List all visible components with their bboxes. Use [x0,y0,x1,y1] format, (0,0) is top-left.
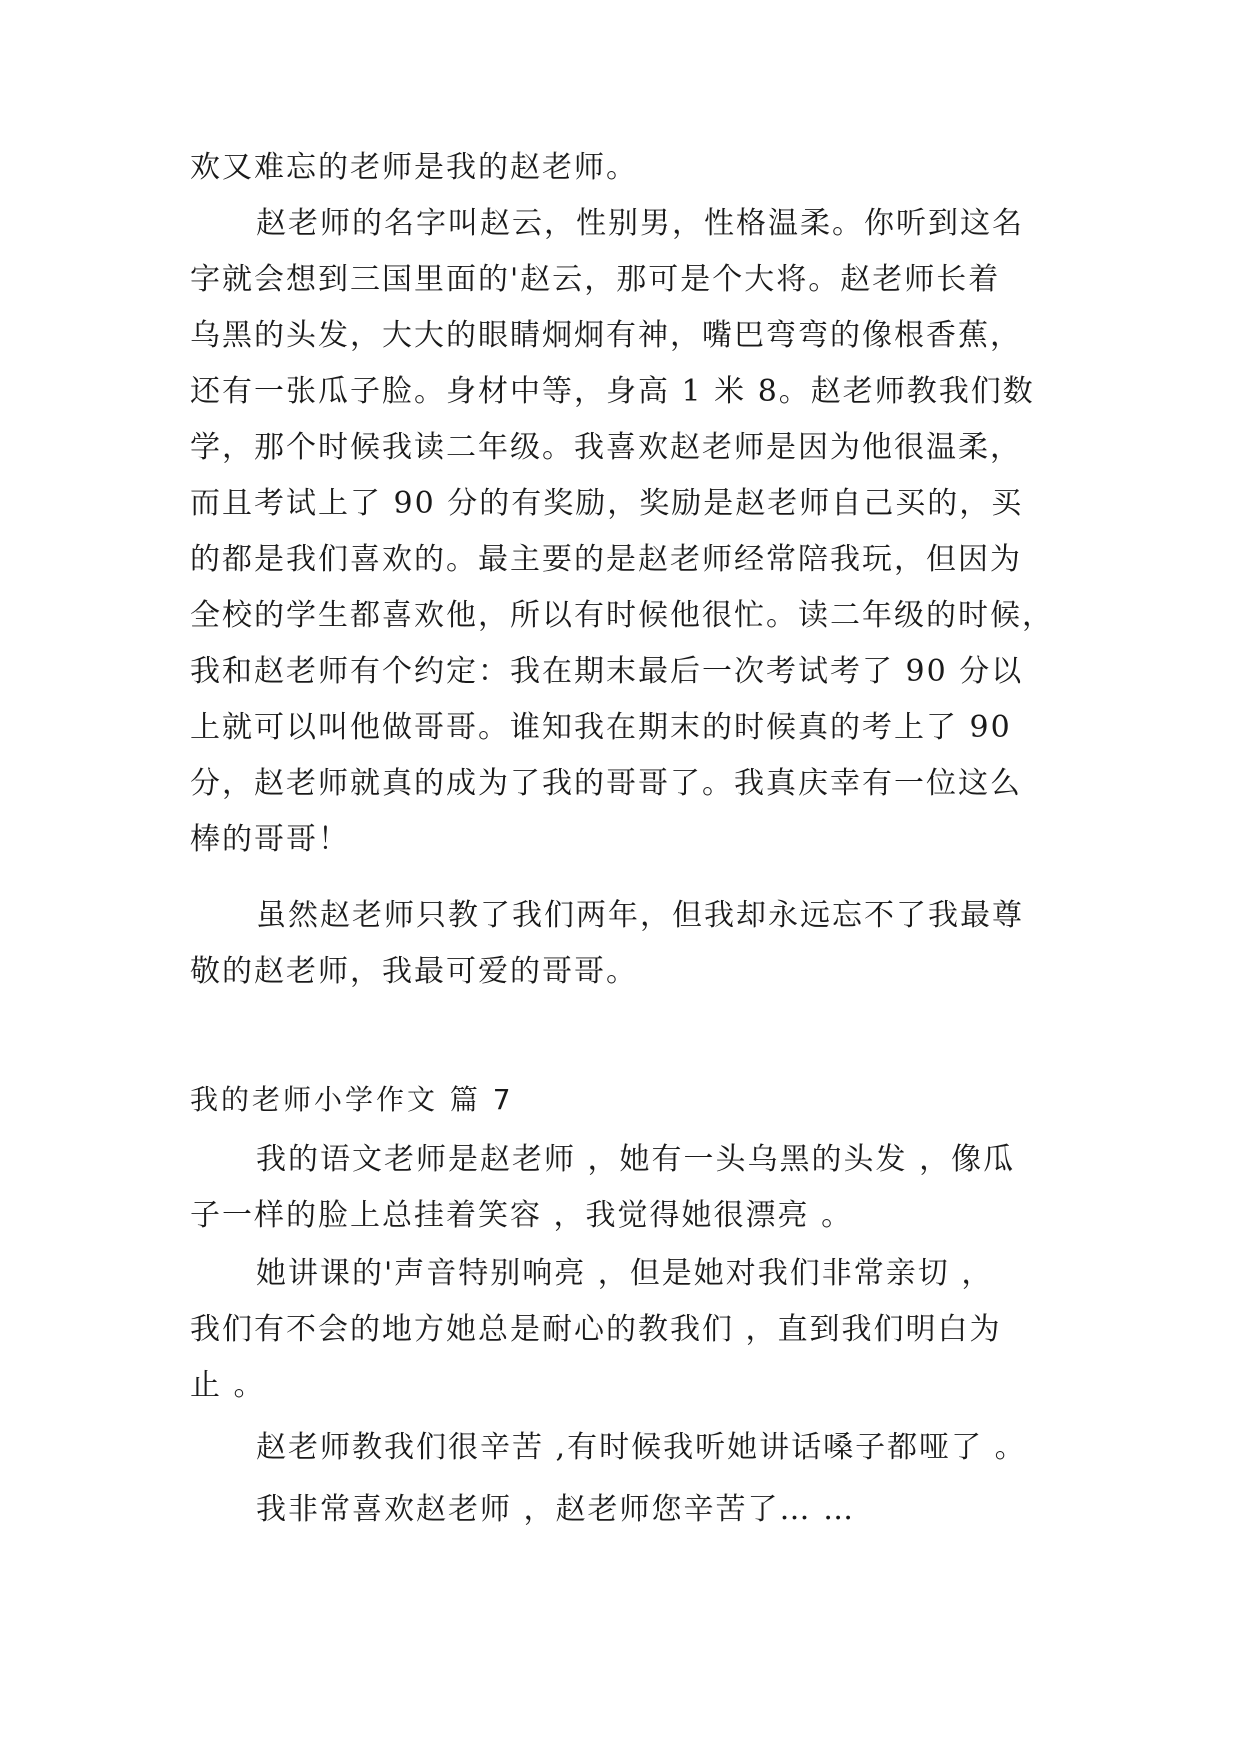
paragraph-line: 我和赵老师有个约定：我在期末最后一次考试考了 90 分以 [190,654,1024,689]
paragraph-line: 全校的学生都喜欢他，所以有时候他很忙。读二年级的时候， [190,598,1054,633]
paragraph-line: 赵老师教我们很辛苦 ,有时候我听她讲话嗓子都哑了 。 [256,1430,1027,1465]
paragraph-line: 我的语文老师是赵老师 ，她有一头乌黑的头发 ，像瓜 [256,1142,1016,1177]
paragraph-line: 欢又难忘的老师是我的赵老师。 [190,150,638,185]
paragraph-line: 字就会想到三国里面的'赵云，那可是个大将。赵老师长着 [190,262,1001,297]
paragraph-line: 她讲课的'声音特别响亮 ，但是她对我们非常亲切 ， [256,1256,994,1291]
paragraph-line: 分，赵老师就真的成为了我的哥哥了。我真庆幸有一位这么 [190,766,1022,801]
essay-title: 我的老师小学作文 篇 7 [190,1083,514,1116]
paragraph-line: 棒的哥哥！ [190,822,350,857]
paragraph-line: 而且考试上了 90 分的有奖励，奖励是赵老师自己买的，买 [190,486,1024,521]
paragraph-line: 上就可以叫他做哥哥。谁知我在期末的时候真的考上了 90 [190,710,1012,745]
paragraph-line: 学，那个时候我读二年级。我喜欢赵老师是因为他很温柔， [190,430,1022,465]
paragraph-line: 子一样的脸上总挂着笑容 ，我觉得她很漂亮 。 [190,1198,854,1233]
paragraph-line: 还有一张瓜子脸。身材中等，身高 1 米 8。赵老师教我们数 [190,374,1035,409]
paragraph-line: 止 。 [190,1368,266,1403]
paragraph-line: 我们有不会的地方她总是耐心的教我们 ，直到我们明白为 [190,1312,1002,1347]
paragraph-line: 敬的赵老师，我最可爱的哥哥。 [190,954,638,989]
paragraph-line: 的都是我们喜欢的。最主要的是赵老师经常陪我玩，但因为 [190,542,1022,577]
paragraph-line: 我非常喜欢赵老师 ，赵老师您辛苦了… … [256,1492,856,1527]
paragraph-line: 乌黑的头发，大大的眼睛炯炯有神，嘴巴弯弯的像根香蕉， [190,318,1022,353]
paragraph-line: 赵老师的名字叫赵云，性别男，性格温柔。你听到这名 [256,206,1024,241]
paragraph-line: 虽然赵老师只教了我们两年，但我却永远忘不了我最尊 [256,898,1024,933]
